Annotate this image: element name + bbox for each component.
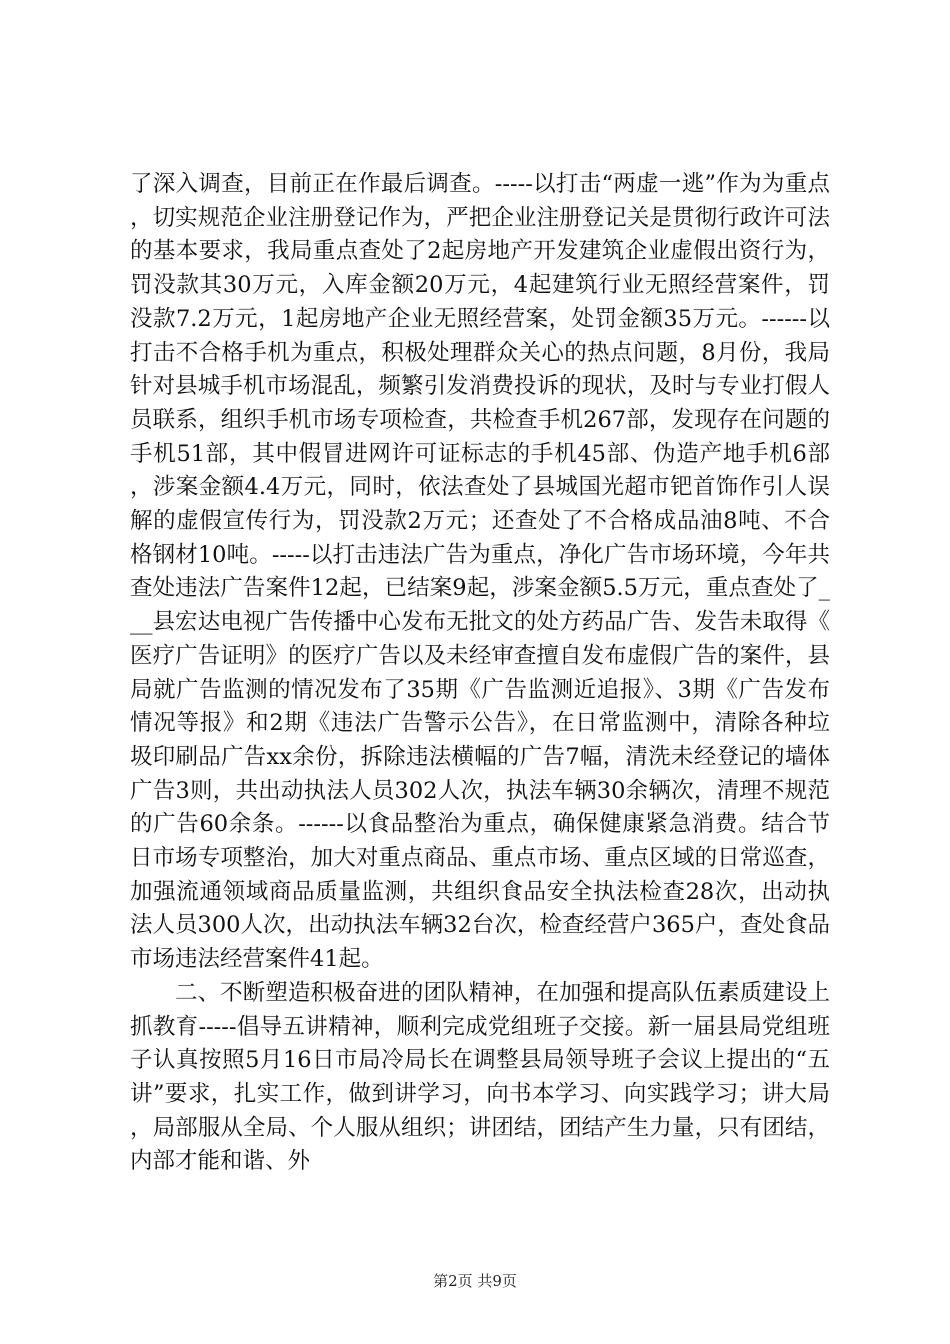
body-paragraph-1: 了深入调查，目前正在作最后调查。-----以打击“两虚一逃”作为为重点，切实规范企业注册登记作为，严把企业注册登记关是贯彻行政许可法的基本要求，我局重点查处了2起房地产开发建筑企业虚假出资行为，罚没款其30万元，入库金额20万元，4起建筑行业无照经营案件，罚没款7.2万元，1起房地产企业无照经营案，处罚金额35万元。------以打击不合格手机为重点，积极处理群众关心的热点问题，8月份，我局针对县城手机市场混乱，频繁引发消费投诉的现状，及时与专业打假人员联系，组织手机市场专项检查，共检查手机267部，发现存在问题的手机51部，其中假冒进网许可证标志的手机45部、伪造产地手机6部，涉案金额4.4万元，同时，依法查处了县城国光超市钯首饰作引人误解的虚假宣传行为，罚没款2万元；还查处了不合格成品油8吨、不合格钢材10吨。-----以打击违法广告为重点，净化广告市场环境，今年共查处违法广告案件12起，已结案9起，涉案金额5.5万元，重点查处了___县宏达电视广告传播中心发布无批文的处方药品广告、发告未取得《医疗广告证明》的医疗广告以及未经审查擅自发布虚假广告的案件，县局就广告监测的情况发布了35期《广告监测近追报》、3期《广告发布情况等报》和2期《违法广告警示公告》，在日常监测中，清除各种垃圾印刷品广告xx余份，拆除违法横幅的广告7幅，清洗未经登记的墙体广告3则，共出动执法人员302人次，执法车辆30余辆次，清理不规范的广告60余条。------以食品整治为重点，确保健康紧急消费。结合节日市场专项整治，加大对重点商品、重点市场、重点区域的日常巡查，加强流通领域商品质量监测，共组织食品安全执法检查28次，出动执法人员300人次，出动执法车辆32台次，检查经营户365户，查处食品市场违法经营案件41起。 (130, 171, 830, 973)
body-paragraph-2: 二、不断塑造积极奋进的团队精神，在加强和提高队伍素质建设上抓教育-----倡导五讲精神，顺利完成党组班子交接。新一届县局党组班子认真按照5月16日市局冷局长在调整县局领导班子会议上提出的“五讲”要求，扎实工作，做到讲学习，向书本学习、向实践学习；讲大局，局部服从全局、个人服从组织；讲团结，团结产生力量，只有团结，内部才能和谐、外 (130, 979, 830, 1175)
document-body (130, 168, 830, 1179)
page-footer: 第2页 共9页 (433, 1272, 517, 1290)
